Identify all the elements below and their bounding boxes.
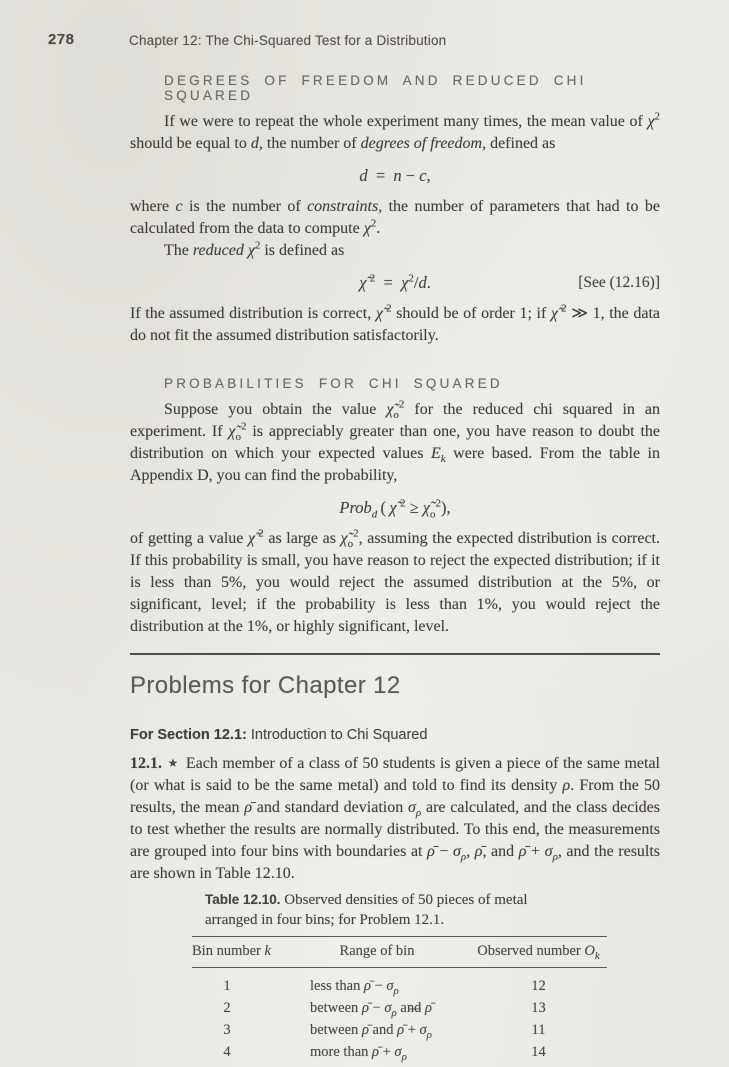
table-row <box>192 998 607 1020</box>
cell-bin-number: 3 <box>223 1022 231 1038</box>
section-divider <box>130 653 660 655</box>
paragraph-probabilities-intro: Suppose you obtain the value $\chĩ_o^2$ for the reduced chi squared in an experiment. If $\chĩ_o^2$ is appreciably greater than one, you have reason to doubt the distribution on which your expected values $E_k$ were based. From the table in Appendix D, you can find the probability, <box>130 398 661 484</box>
cell-range: between ρ̄ and ρ̄ + $\sigma_\rho$ <box>310 1022 432 1041</box>
table-12-10-block <box>192 890 612 1064</box>
table-row <box>192 968 607 998</box>
cell-observed-number: 14 <box>531 1044 546 1060</box>
problems-chapter-heading: Problems for Chapter 12 <box>130 672 401 699</box>
equation-text: d = n − c, <box>359 166 431 185</box>
star-difficulty-icon: ★ <box>167 756 179 770</box>
subsection-title: Introduction to Chi Squared <box>250 727 428 743</box>
chapter-header: Chapter 12: The Chi-Squared Test for a Distribution <box>129 33 447 48</box>
section-heading-degrees-of-freedom: DEGREES OF FREEDOM AND REDUCED CHI SQUARED <box>164 73 587 103</box>
problem-12-1 <box>130 752 660 885</box>
observed-densities-table <box>192 936 607 1064</box>
equation-probability <box>130 497 660 519</box>
column-header-range: Range of bin <box>284 937 470 968</box>
paragraph-degrees-intro: If we were to repeat the whole experiment many times, the mean value of $\chi^2$ should be equal to d, the number of degrees of freedom, defined as <box>130 110 660 152</box>
page-number: 278 <box>48 31 75 48</box>
table-body <box>192 968 607 1064</box>
paragraph-reduced-chi-intro: The reduced $\chi^2$ is defined as <box>164 239 345 259</box>
table-caption <box>205 890 542 930</box>
equation-text: Prob$_d$ ( χ̃ $^2 \ge \chĩ_o^2$), <box>339 497 451 521</box>
table-caption-text: Observed densities of 50 pieces of metal arranged in four bins; for Problem 12.1. <box>205 892 528 928</box>
section-heading-probabilities: PROBABILITIES FOR CHI SQUARED <box>164 376 503 391</box>
table-caption-label: Table 12.10. <box>205 892 281 907</box>
paragraph-significance-levels: of getting a value χ̃ $^2$ as large as $\chĩ_o^2$, assuming the expected distribution is correct. If this probability is small, you have reason to reject the expected distribution; if it is less than 5%, you would reject the assumed distribution at the 5%, or significant, level; if the probability is less than 1%, you would reject the distribution at the 1%, or highly significant, level. <box>130 527 660 635</box>
cell-range: between ρ̄ − $\sigma_\rho$ and ρ̄ <box>310 1000 432 1019</box>
table-row <box>192 1042 607 1064</box>
text-column <box>130 60 660 1064</box>
table-header <box>192 937 607 968</box>
cell-range: more than ρ̄ + $\sigma_\rho$ <box>310 1044 407 1063</box>
cell-observed-number: 11 <box>531 1022 546 1038</box>
cell-observed-number: 12 <box>531 978 546 994</box>
problem-number: 12.1. <box>130 755 162 772</box>
equation-text: χ̃ $^2$ = $\chi^2/d$. <box>359 272 431 292</box>
paragraph-constraints: where c is the number of constraints, the number of parameters that had to be calculated from the data to compute $\chi^2$. <box>130 198 660 237</box>
cell-observed-number: 13 <box>531 1000 546 1016</box>
subsection-label: For Section 12.1: <box>130 727 247 743</box>
cell-bin-number: 4 <box>223 1044 231 1060</box>
cell-bin-number: 1 <box>223 978 231 994</box>
table-header-row <box>192 937 607 968</box>
equation-reduced-chi-squared <box>130 272 660 294</box>
running-head <box>0 31 729 51</box>
problem-text <box>130 752 660 885</box>
cell-range: less than ρ̄ − $\sigma_\rho$ <box>310 978 399 997</box>
equation-reference: [See (12.16)] <box>578 274 660 291</box>
cell-bin-number: 2 <box>223 1000 231 1016</box>
column-header-observed: Observed number $O_k$ <box>470 937 607 968</box>
column-header-bin-number: Bin number k <box>192 937 284 968</box>
equation-degrees-of-freedom <box>130 165 660 187</box>
subsection-heading-12-1 <box>130 727 660 743</box>
table-row <box>192 1020 607 1042</box>
problem-body: Each member of a class of 50 students is given a piece of the same metal (or what is said to be the same metal) and told to find its density ρ. From the 50 results, the mean ρ̄ and standard deviation $\sigma_\rho$ are calculated, and the class decides to test whether the results are normally distributed. To this end, the measurements are grouped into four bins with boundaries at ρ̄ − $\sigma_\rho$, ρ̄, and ρ̄ + $\sigma_\rho$, and the results are shown in Table 12.10. <box>130 755 661 882</box>
paragraph-order-one: If the assumed distribution is correct, χ̃ $^2$ should be of order 1; if χ̃ $^2$ ≫ 1, the data do not fit the assumed distribution satisfactorily. <box>130 302 661 344</box>
